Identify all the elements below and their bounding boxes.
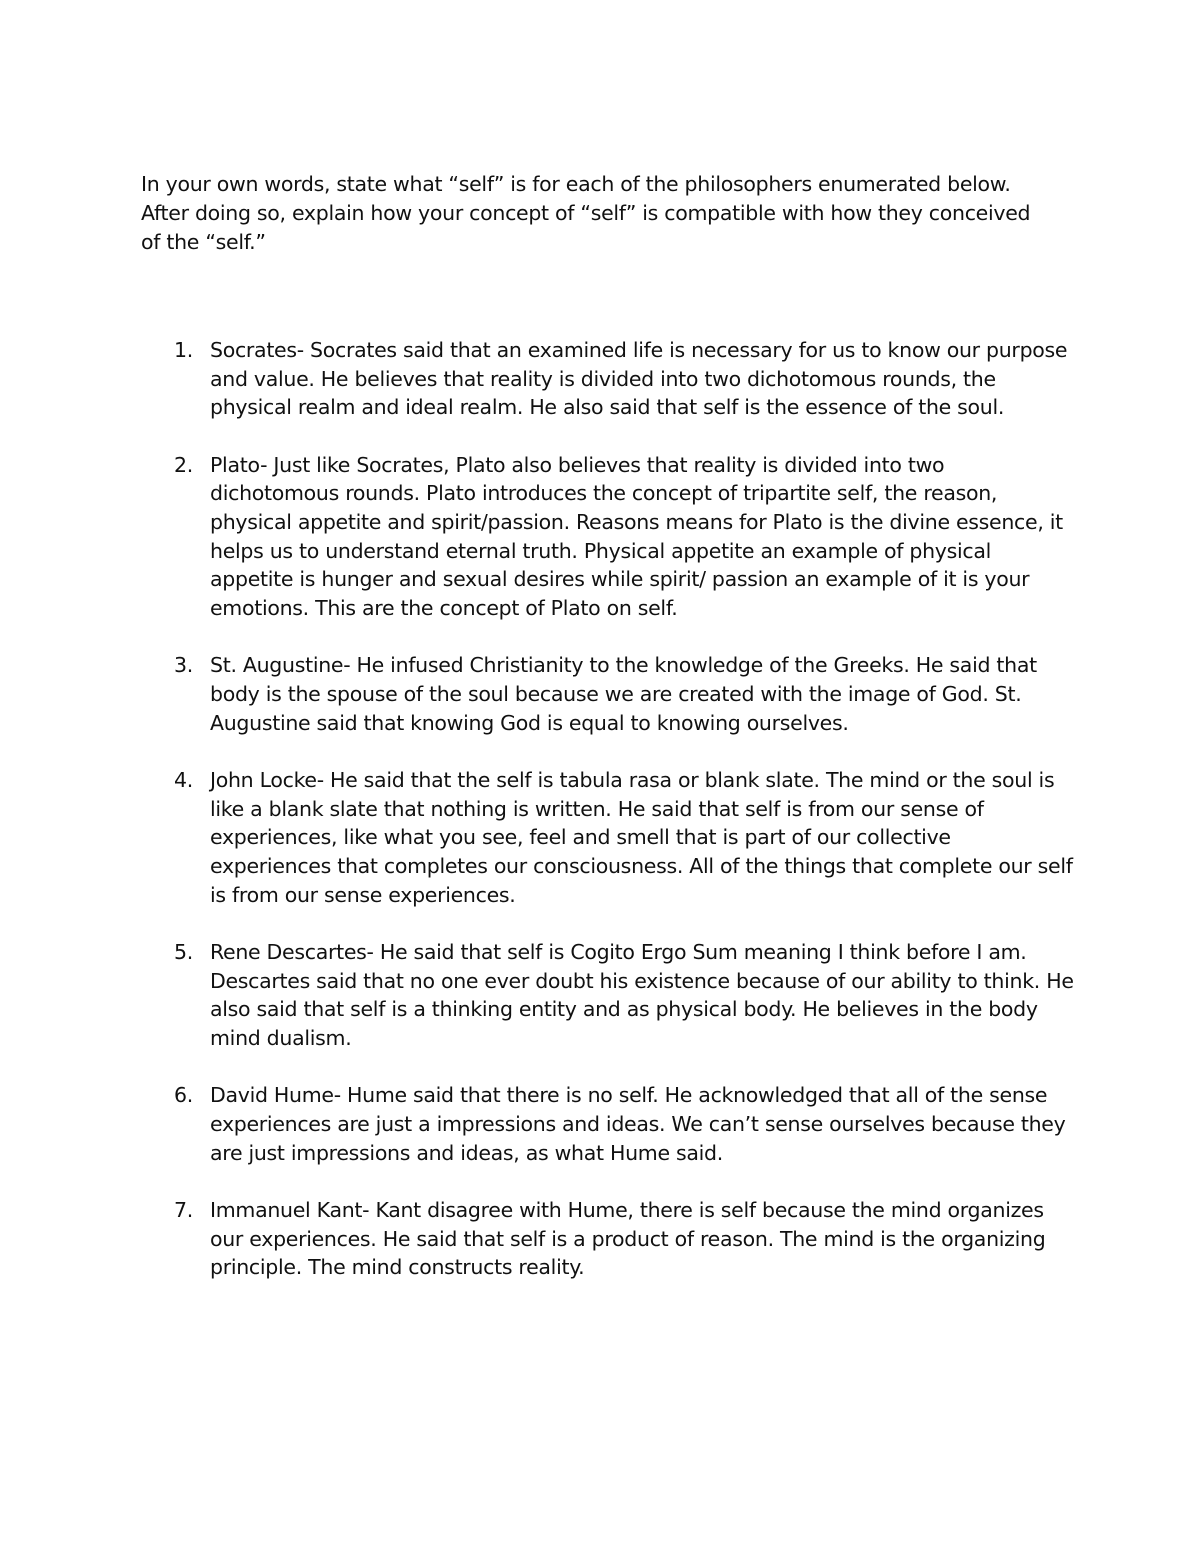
list-item-text: Socrates- Socrates said that an examined life is necessary for us to know our purpose and value. He believes that reality is divided into two dichotomous rounds, the physical realm and ideal realm. He also said that self is the essence of the soul. bbox=[210, 338, 1068, 420]
list-item-number: 5. bbox=[174, 939, 193, 964]
list-item-number: 2. bbox=[174, 452, 193, 477]
list-item-text: Immanuel Kant- Kant disagree with Hume, there is self because the mind organizes our experiences. He said that self is a product of reason. The mind is the organizing principle. The mind constructs reality. bbox=[210, 1197, 1046, 1280]
list-item bbox=[141, 651, 1076, 737]
list-item-number: 1. bbox=[174, 338, 193, 362]
intro-paragraph: In your own words, state what “self” is for each of the philosophers enumerated below. After doing so, explain how your concept of “self” is compatible with how they conceived of the “self.” bbox=[141, 172, 1031, 254]
list-item-text: St. Augustine- He infused Christianity to the knowledge of the Greeks. He said that body is the spouse of the soul because we are created with the image of God. St. Augustine said that knowing God is equal to knowing ourselves. bbox=[210, 653, 1037, 735]
list-item-text: David Hume- Hume said that there is no self. He acknowledged that all of the sense experiences are just a impressions and ideas. We can’t sense ourselves because they are just impressions and ideas, as what Hume said. bbox=[210, 1083, 1066, 1165]
list-item-number: 7. bbox=[174, 1197, 193, 1222]
list-item-text: John Locke- He said that the self is tabula rasa or blank slate. The mind or the soul is like a blank slate that nothing is written. He said that self is from our sense of experiences, like what you see, feel and smell that is part of our collective experiences that completes our consciousness. All of the things that complete our self is from our sense experiences. bbox=[210, 767, 1073, 907]
philosopher-list bbox=[141, 336, 1076, 1310]
list-item bbox=[141, 336, 1076, 422]
list-item bbox=[141, 1196, 1076, 1282]
list-item-number: 3. bbox=[174, 653, 193, 678]
list-item bbox=[141, 451, 1076, 623]
list-item-text: Plato- Just like Socrates, Plato also believes that reality is divided into two dichotomous rounds. Plato introduces the concept of tripartite self, the reason, physical appetite and spirit/passion. Reasons means for Plato is the divine essence, it helps us to understand eternal truth. Physical appetite an example of physical appetite is hunger and sexual desires while spirit/ passion an example of it is your emotions. This are the concept of Plato on self. bbox=[210, 452, 1063, 621]
list-item-number: 6. bbox=[174, 1083, 193, 1108]
list-item bbox=[141, 766, 1076, 910]
list-item-text: Rene Descartes- He said that self is Cogito Ergo Sum meaning I think before I am. Descartes said that no one ever doubt his existence because of our ability to think. He also said that self is a thinking entity and as physical body. He believes in the body mind dualism. bbox=[210, 939, 1074, 1051]
list-item-number: 4. bbox=[174, 767, 193, 792]
list-item bbox=[141, 1081, 1076, 1167]
list-item bbox=[141, 938, 1076, 1053]
